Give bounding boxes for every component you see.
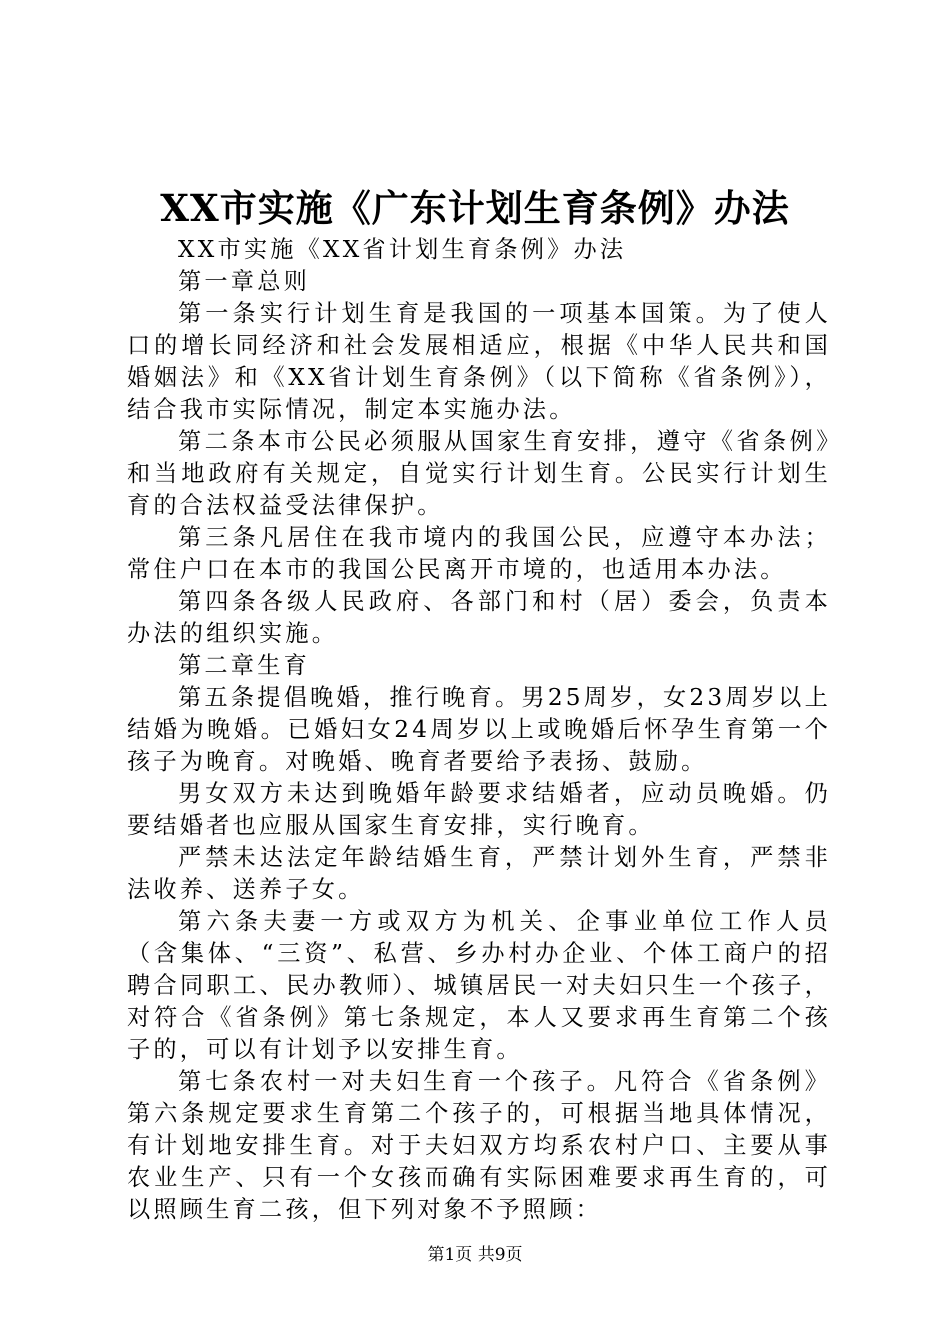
article-paragraph: 严禁未达法定年龄结婚生育，严禁计划外生育，严禁非法收养、送养子女。 <box>127 844 831 903</box>
page-footer: 第1页 共9页 <box>427 1245 523 1265</box>
article-paragraph: 第一条实行计划生育是我国的一项基本国策。为了使人口的增长同经济和社会发展相适应，根据《中华人民共和国婚姻法》和《XX省计划生育条例》（以下简称《省条例》），结合我市实际情况，制定本实施办法。 <box>127 300 831 423</box>
article-paragraph: 第五条提倡晚婚，推行晚育。男25周岁，女23周岁以上结婚为晚婚。已婚妇女24周岁以上或晚婚后怀孕生育第一个孩子为晚育。对晚婚、晚育者要给予表扬、鼓励。 <box>127 684 831 775</box>
subtitle-paragraph: XX市实施《XX省计划生育条例》办法 <box>178 236 627 263</box>
article-paragraph: 男女双方未达到晚婚年龄要求结婚者，应动员晚婚。仍要结婚者也应服从国家生育安排，实行晚育。 <box>127 780 831 839</box>
article-paragraph: 第二条本市公民必须服从国家生育安排，遵守《省条例》和当地政府有关规定，自觉实行计划生育。公民实行计划生育的合法权益受法律保护。 <box>127 428 831 519</box>
document-title: XX市实施《广东计划生育条例》办法 <box>160 186 790 230</box>
chapter-heading: 第一章总则 <box>178 268 310 295</box>
article-paragraph: 第七条农村一对夫妇生育一个孩子。凡符合《省条例》第六条规定要求生育第二个孩子的，可根据当地具体情况，有计划地安排生育。对于夫妇双方均系农村户口、主要从事农业生产、只有一个女孩而确有实际困难要求再生育的，可以照顾生育二孩，但下列对象不予照顾： <box>127 1068 831 1223</box>
article-paragraph: 第六条夫妻一方或双方为机关、企事业单位工作人员（含集体、“三资”、私营、乡办村办企业、个体工商户的招聘合同职工、民办教师）、城镇居民一对夫妇只生一个孩子，对符合《省条例》第七条规定，本人又要求再生育第二个孩子的，可以有计划予以安排生育。 <box>127 908 831 1063</box>
chapter-heading: 第二章生育 <box>178 652 310 679</box>
document-body <box>127 234 831 1226</box>
article-paragraph: 第四条各级人民政府、各部门和村（居）委会，负责本办法的组织实施。 <box>127 588 831 647</box>
article-paragraph: 第三条凡居住在我市境内的我国公民，应遵守本办法；常住户口在本市的我国公民离开市境的，也适用本办法。 <box>127 524 831 583</box>
